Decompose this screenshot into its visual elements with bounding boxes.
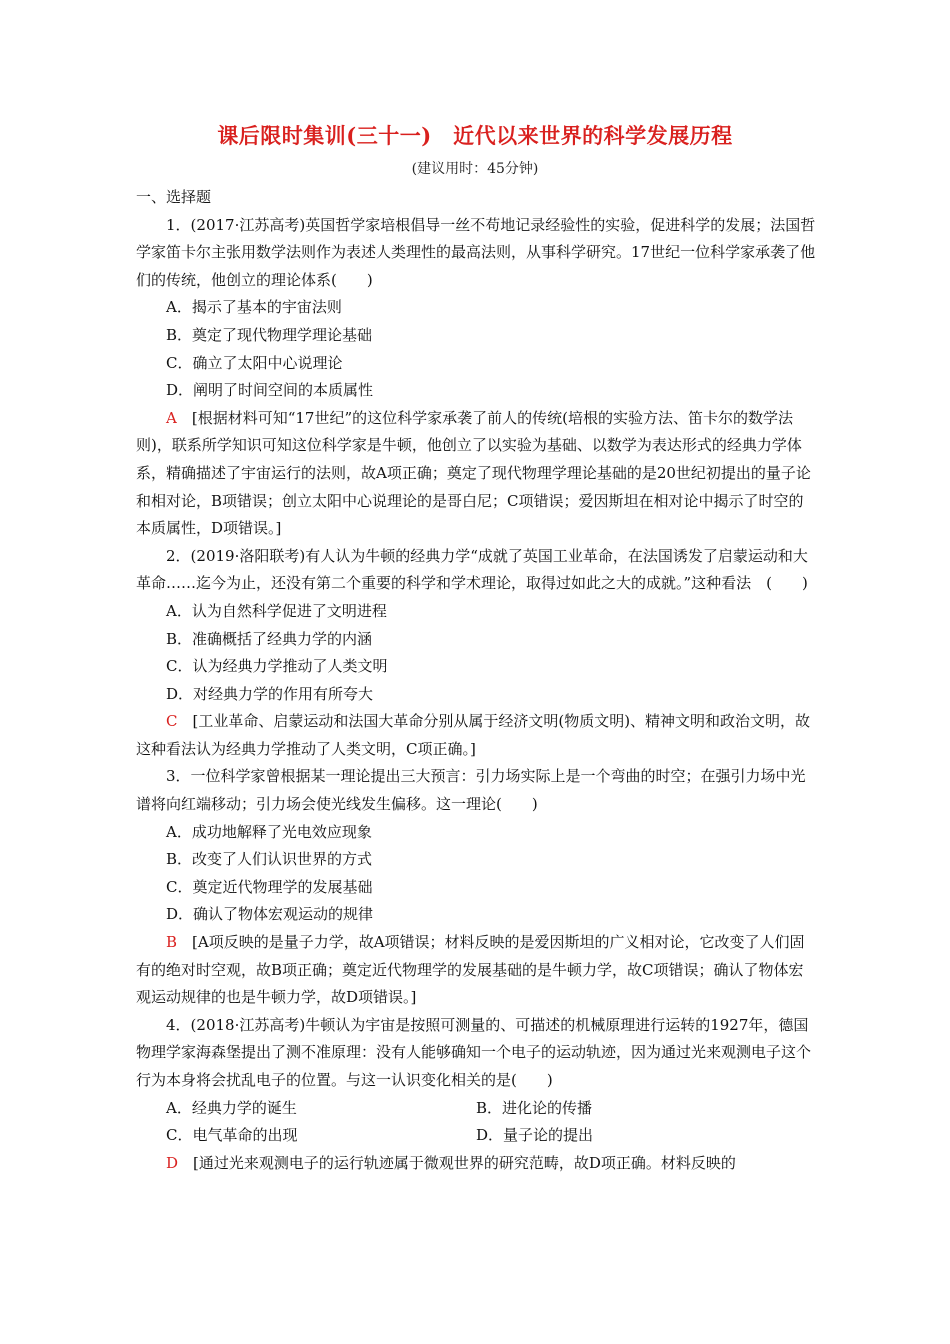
suggested-time: (建议用时：45分钟): [411, 161, 539, 177]
question-1-stem: 1．(2017·江苏高考)英国哲学家培根倡导一丝不苟地记录经验性的实验，促进科学的发展；法国哲学家笛卡尔主张用数学法则作为表述人类理性的最高法则，从事科学研究。17世纪一位科学家承袭了他们的传统，他创立的理论体系( ): [136, 215, 816, 289]
question-4-analysis: [136, 1150, 816, 1178]
question-4-option-b: B．进化论的传播: [476, 1098, 593, 1117]
question-1-option-a: A．揭示了基本的宇宙法则: [166, 298, 342, 317]
question-1-answer: A: [166, 408, 177, 427]
question-4-explanation: [通过光来观测电子的运行轨迹属于微观世界的研究范畴，故D项正确。材料反映的: [178, 1153, 736, 1172]
question-2-option-b: B．准确概括了经典力学的内涵: [166, 629, 373, 648]
question-2-option-d: D．对经典力学的作用有所夸大: [166, 684, 374, 703]
question-2-option-c: C．认为经典力学推动了人类文明: [166, 657, 388, 676]
question-3-option-b: B．改变了人们认识世界的方式: [166, 850, 373, 869]
question-3-option-c: C．奠定近代物理学的发展基础: [166, 877, 373, 896]
question-3-option-d: D．确认了物体宏观运动的规律: [166, 905, 374, 924]
question-2-explanation: [工业革命、启蒙运动和法国大革命分别从属于经济文明(物质文明)、精神文明和政治文明，故这种看法认为经典力学推动了人类文明，C项正确。]: [136, 712, 811, 758]
content-body: [136, 184, 816, 1177]
question-1-option-b: B．奠定了现代物理学理论基础: [166, 325, 373, 344]
section-heading: 一、选择题: [136, 188, 212, 206]
question-4-option-c: C．电气革命的出现: [166, 1126, 298, 1145]
question-3-option-a: A．成功地解释了光电效应现象: [166, 822, 372, 841]
question-1-analysis: [136, 405, 816, 543]
question-4-option-d: D．量子论的提出: [476, 1126, 594, 1145]
question-4-option-a: A．经典力学的诞生: [166, 1098, 297, 1117]
question-4-options-row-2: [136, 1122, 816, 1150]
question-1-option-d: D．阐明了时间空间的本质属性: [166, 381, 374, 400]
question-3-answer: B: [166, 933, 178, 952]
question-2-answer: C: [166, 712, 178, 731]
question-4-answer: D: [166, 1153, 179, 1172]
question-3-stem: 3．一位科学家曾根据某一理论提出三大预言：引力场实际上是一个弯曲的时空；在强引力场中光谱将向红端移动；引力场会使光线发生偏移。这一理论( ): [136, 767, 806, 814]
question-1-explanation: [根据材料可知“17世纪”的这位科学家承袭了前人的传统(培根的实验方法、笛卡尔的数学法则)，联系所学知识可知这位科学家是牛顿，他创立了以实验为基础、以数学为表达形式的经典力学体系，精确描述了宇宙运行的法则，故A项正确；奠定了现代物理学理论基础的是20世纪初提出的量子论和相对论，B项错误；创立太阳中心说理论的是哥白尼；C项错误；爱因斯坦在相对论中揭示了时空的本质属性，D项错误。]: [136, 408, 811, 538]
question-2-analysis: [136, 708, 816, 763]
question-4-stem: 4．(2018·江苏高考)牛顿认为宇宙是按照可测量的、可描述的机械原理进行运转的1927年，德国物理学家海森堡提出了测不准原理：没有人能够确知一个电子的运动轨迹，因为通过光来观测电子这个行为本身将会扰乱电子的位置。与这一认识变化相关的是( ): [136, 1015, 812, 1089]
question-3-analysis: [136, 929, 816, 1012]
question-1-option-c: C．确立了太阳中心说理论: [166, 353, 343, 372]
question-2-option-a: A．认为自然科学促进了文明进程: [166, 601, 387, 620]
page-title: 课后限时集训(三十一) 近代以来世界的科学发展历程: [217, 123, 733, 148]
question-4-options-row-1: [136, 1095, 816, 1123]
question-3-explanation: [A项反映的是量子力学，故A项错误；材料反映的是爱因斯坦的广义相对论，它改变了人们固有的绝对时空观，故B项正确；奠定近代物理学的发展基础的是牛顿力学，故C项错误；确认了物体宏观运动规律的也是牛顿力学，故D项错误。]: [136, 933, 805, 1007]
question-2-stem: 2．(2019·洛阳联考)有人认为牛顿的经典力学“成就了英国工业革命，在法国诱发了启蒙运动和大革命……迄今为止，还没有第二个重要的科学和学术理论，取得过如此之大的成就。”这种看法 ( ): [136, 546, 808, 593]
